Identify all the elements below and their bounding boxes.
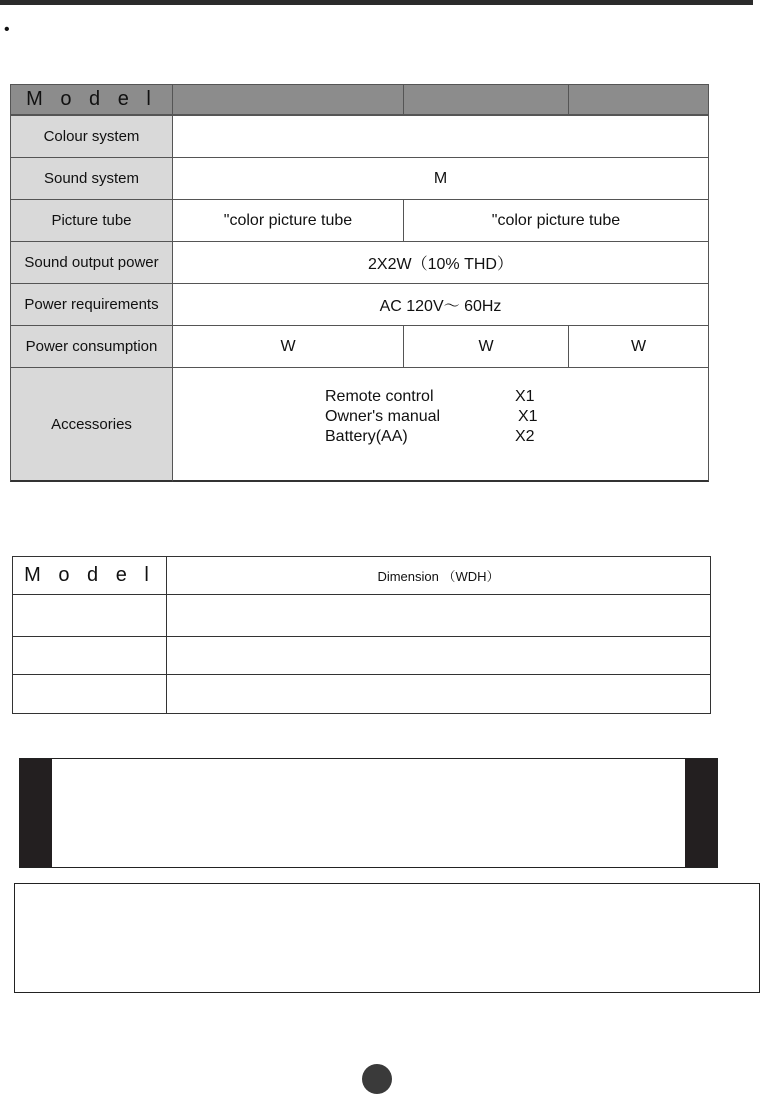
accessories-list xyxy=(325,388,575,446)
accessory-qty: X2 xyxy=(515,428,535,445)
picture-tube-label-cell xyxy=(10,199,173,242)
power-consumption-value-b-cell xyxy=(403,325,569,368)
picture-tube-label: Picture tube xyxy=(51,212,132,229)
accessories-label: Accessories xyxy=(51,415,132,433)
dimension-row xyxy=(13,675,710,715)
dimension-table xyxy=(12,556,711,714)
picture-tube-value-a: "color picture tube xyxy=(223,211,353,229)
page-number-marker xyxy=(362,1064,392,1094)
sound-output-power-label-cell xyxy=(10,241,173,284)
accessory-name: Owner's manual xyxy=(325,408,441,425)
power-consumption-value-a: W xyxy=(280,337,296,355)
sound-system-label: Sound system xyxy=(43,170,140,187)
dimension-header-row xyxy=(13,557,710,595)
model-header-label: M o d e l xyxy=(26,88,157,110)
colour-system-label-cell xyxy=(10,115,173,158)
accessories-value-cell xyxy=(172,367,709,482)
dimension-label: Dimension （WDH） xyxy=(377,569,500,584)
accessory-name: Remote control xyxy=(325,388,434,405)
picture-tube-value-b: "color picture tube xyxy=(491,211,621,229)
notice-left-bar xyxy=(20,759,52,867)
power-consumption-label: Power consumption xyxy=(25,338,158,355)
colour-system-label: Colour system xyxy=(43,128,140,145)
model-header-col-1 xyxy=(172,84,404,115)
model-header-cell xyxy=(10,84,173,115)
picture-tube-value-b-cell xyxy=(403,199,709,242)
accessory-qty: X1 xyxy=(515,388,535,405)
sound-system-label-cell xyxy=(10,157,173,200)
power-requirements-label: Power requirements xyxy=(24,296,159,313)
top-rule xyxy=(0,0,753,5)
notice-right-bar xyxy=(685,759,717,867)
accessory-name: Battery(AA) xyxy=(325,428,408,445)
sound-output-power-value: 2X2W（10% THD） xyxy=(368,256,513,273)
dimension-row xyxy=(13,637,710,675)
sound-system-value-cell xyxy=(172,157,709,200)
power-consumption-value-c-cell xyxy=(568,325,709,368)
note-box xyxy=(14,883,760,993)
picture-tube-value-a-cell xyxy=(172,199,404,242)
sound-system-value: M xyxy=(433,169,448,187)
colour-system-value-cell xyxy=(172,115,709,158)
sound-output-power-value-cell xyxy=(172,241,709,284)
power-requirements-label-cell xyxy=(10,283,173,326)
sound-output-power-label: Sound output power xyxy=(24,254,159,271)
notice-box xyxy=(19,758,718,868)
accessory-qty: X1 xyxy=(518,408,538,425)
model-header-col-3 xyxy=(568,84,709,115)
bullet-mark: • xyxy=(4,21,10,38)
specifications-table xyxy=(10,84,709,482)
power-consumption-value-c: W xyxy=(630,337,647,355)
accessories-label-cell xyxy=(10,367,173,482)
dimension-model-label: M o d e l xyxy=(24,564,155,586)
model-header-col-2 xyxy=(403,84,569,115)
power-consumption-value-a-cell xyxy=(172,325,404,368)
power-consumption-label-cell xyxy=(10,325,173,368)
power-requirements-value-cell xyxy=(172,283,709,326)
power-requirements-value: AC 120V～ 60Hz xyxy=(379,298,502,315)
power-consumption-value-b: W xyxy=(478,337,494,355)
dimension-row xyxy=(13,595,710,637)
